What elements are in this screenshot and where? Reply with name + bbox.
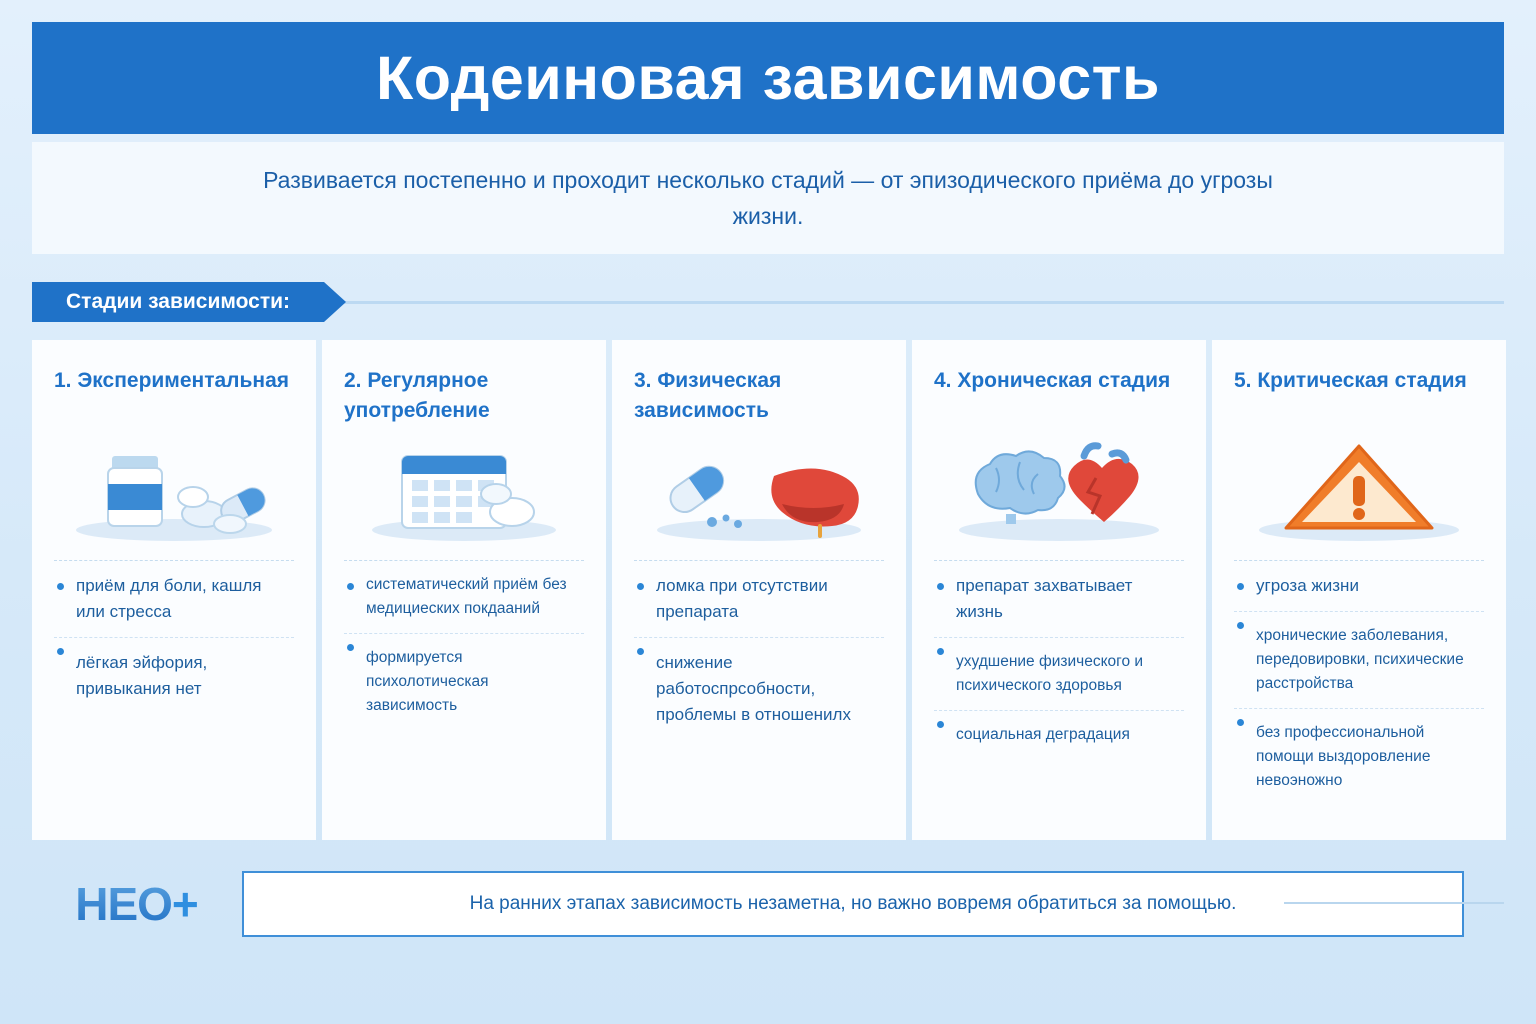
stage-illustration — [1234, 432, 1484, 544]
footer-rule — [1284, 902, 1504, 904]
header-bar — [32, 22, 1504, 134]
stage-title: 3. Физическая зависимость — [634, 369, 782, 422]
stage-card-5 — [1212, 340, 1506, 840]
stage-illustration — [634, 432, 884, 544]
page-title: Кодеиновая зависимость — [375, 44, 1161, 112]
stage-bullets — [54, 573, 294, 714]
list-item: без профессиональной помощи выздоровление невоэножно — [1234, 708, 1484, 805]
stage-bullets — [1234, 573, 1484, 805]
card-divider — [344, 560, 584, 561]
stage-title: 4. Хроническая стадия — [934, 369, 1171, 392]
card-divider — [54, 560, 294, 561]
calendar-pills-icon — [344, 432, 584, 544]
list-item: приём для боли, кашля или стресса — [54, 573, 294, 637]
brain-heart-icon — [934, 432, 1184, 544]
footer-note — [242, 871, 1464, 937]
stage-illustration — [344, 432, 584, 544]
pill-bottle-icon — [54, 432, 294, 544]
subtitle-box — [32, 142, 1504, 254]
card-divider — [934, 560, 1184, 561]
list-item: ухудшение физического и психического здоровья — [934, 637, 1184, 710]
stage-title: 5. Критическая стадия — [1234, 369, 1467, 392]
footer-note-text: На ранних этапах зависимость незаметна, но важно вовремя обратиться за помощью. — [469, 893, 1237, 914]
list-item: формируется психолотическая зависимость — [344, 633, 584, 730]
stage-card-2 — [322, 340, 606, 840]
stage-bullets — [934, 573, 1184, 759]
ribbon-label: Стадии зависимости: — [66, 290, 291, 313]
stage-title: 2. Регулярное употребление — [344, 369, 490, 422]
section-ribbon — [32, 282, 1504, 322]
list-item: систематический приём без медициеских покдааний — [344, 573, 584, 633]
footer — [32, 858, 1504, 950]
list-item: снижение работоспрсобности, проблемы в отношенилх — [634, 637, 884, 740]
stage-card-4 — [912, 340, 1206, 840]
card-divider — [634, 560, 884, 561]
stage-illustration — [934, 432, 1184, 544]
stages-row — [32, 340, 1504, 840]
ribbon-label-box — [32, 282, 324, 322]
brand-logo — [32, 877, 242, 931]
list-item: хронические заболевания, передовировки, психические расстройства — [1234, 611, 1484, 708]
warning-triangle-icon — [1234, 432, 1484, 544]
stage-bullets — [634, 573, 884, 740]
list-item: ломка при отсутствии препарата — [634, 573, 884, 637]
list-item: угроза жизни — [1234, 573, 1484, 611]
stage-card-1 — [32, 340, 316, 840]
card-divider — [1234, 560, 1484, 561]
subtitle-text: Развивается постепенно и проходит несколько стадий — от эпизодического приёма до угрозы жизни. — [263, 167, 1273, 229]
liver-capsule-icon — [634, 432, 884, 544]
stage-card-3 — [612, 340, 906, 840]
list-item: лёгкая эйфория, привыкания нет — [54, 637, 294, 714]
ribbon-arrow-icon — [324, 282, 346, 322]
stage-title: 1. Экспериментальная — [54, 369, 290, 392]
list-item: социальная деградация — [934, 710, 1184, 759]
logo-plus-icon: + — [171, 878, 199, 930]
logo-text: HEO — [75, 878, 172, 930]
stage-bullets — [344, 573, 584, 730]
stage-illustration — [54, 432, 294, 544]
list-item: препарат захватывает жизнь — [934, 573, 1184, 637]
